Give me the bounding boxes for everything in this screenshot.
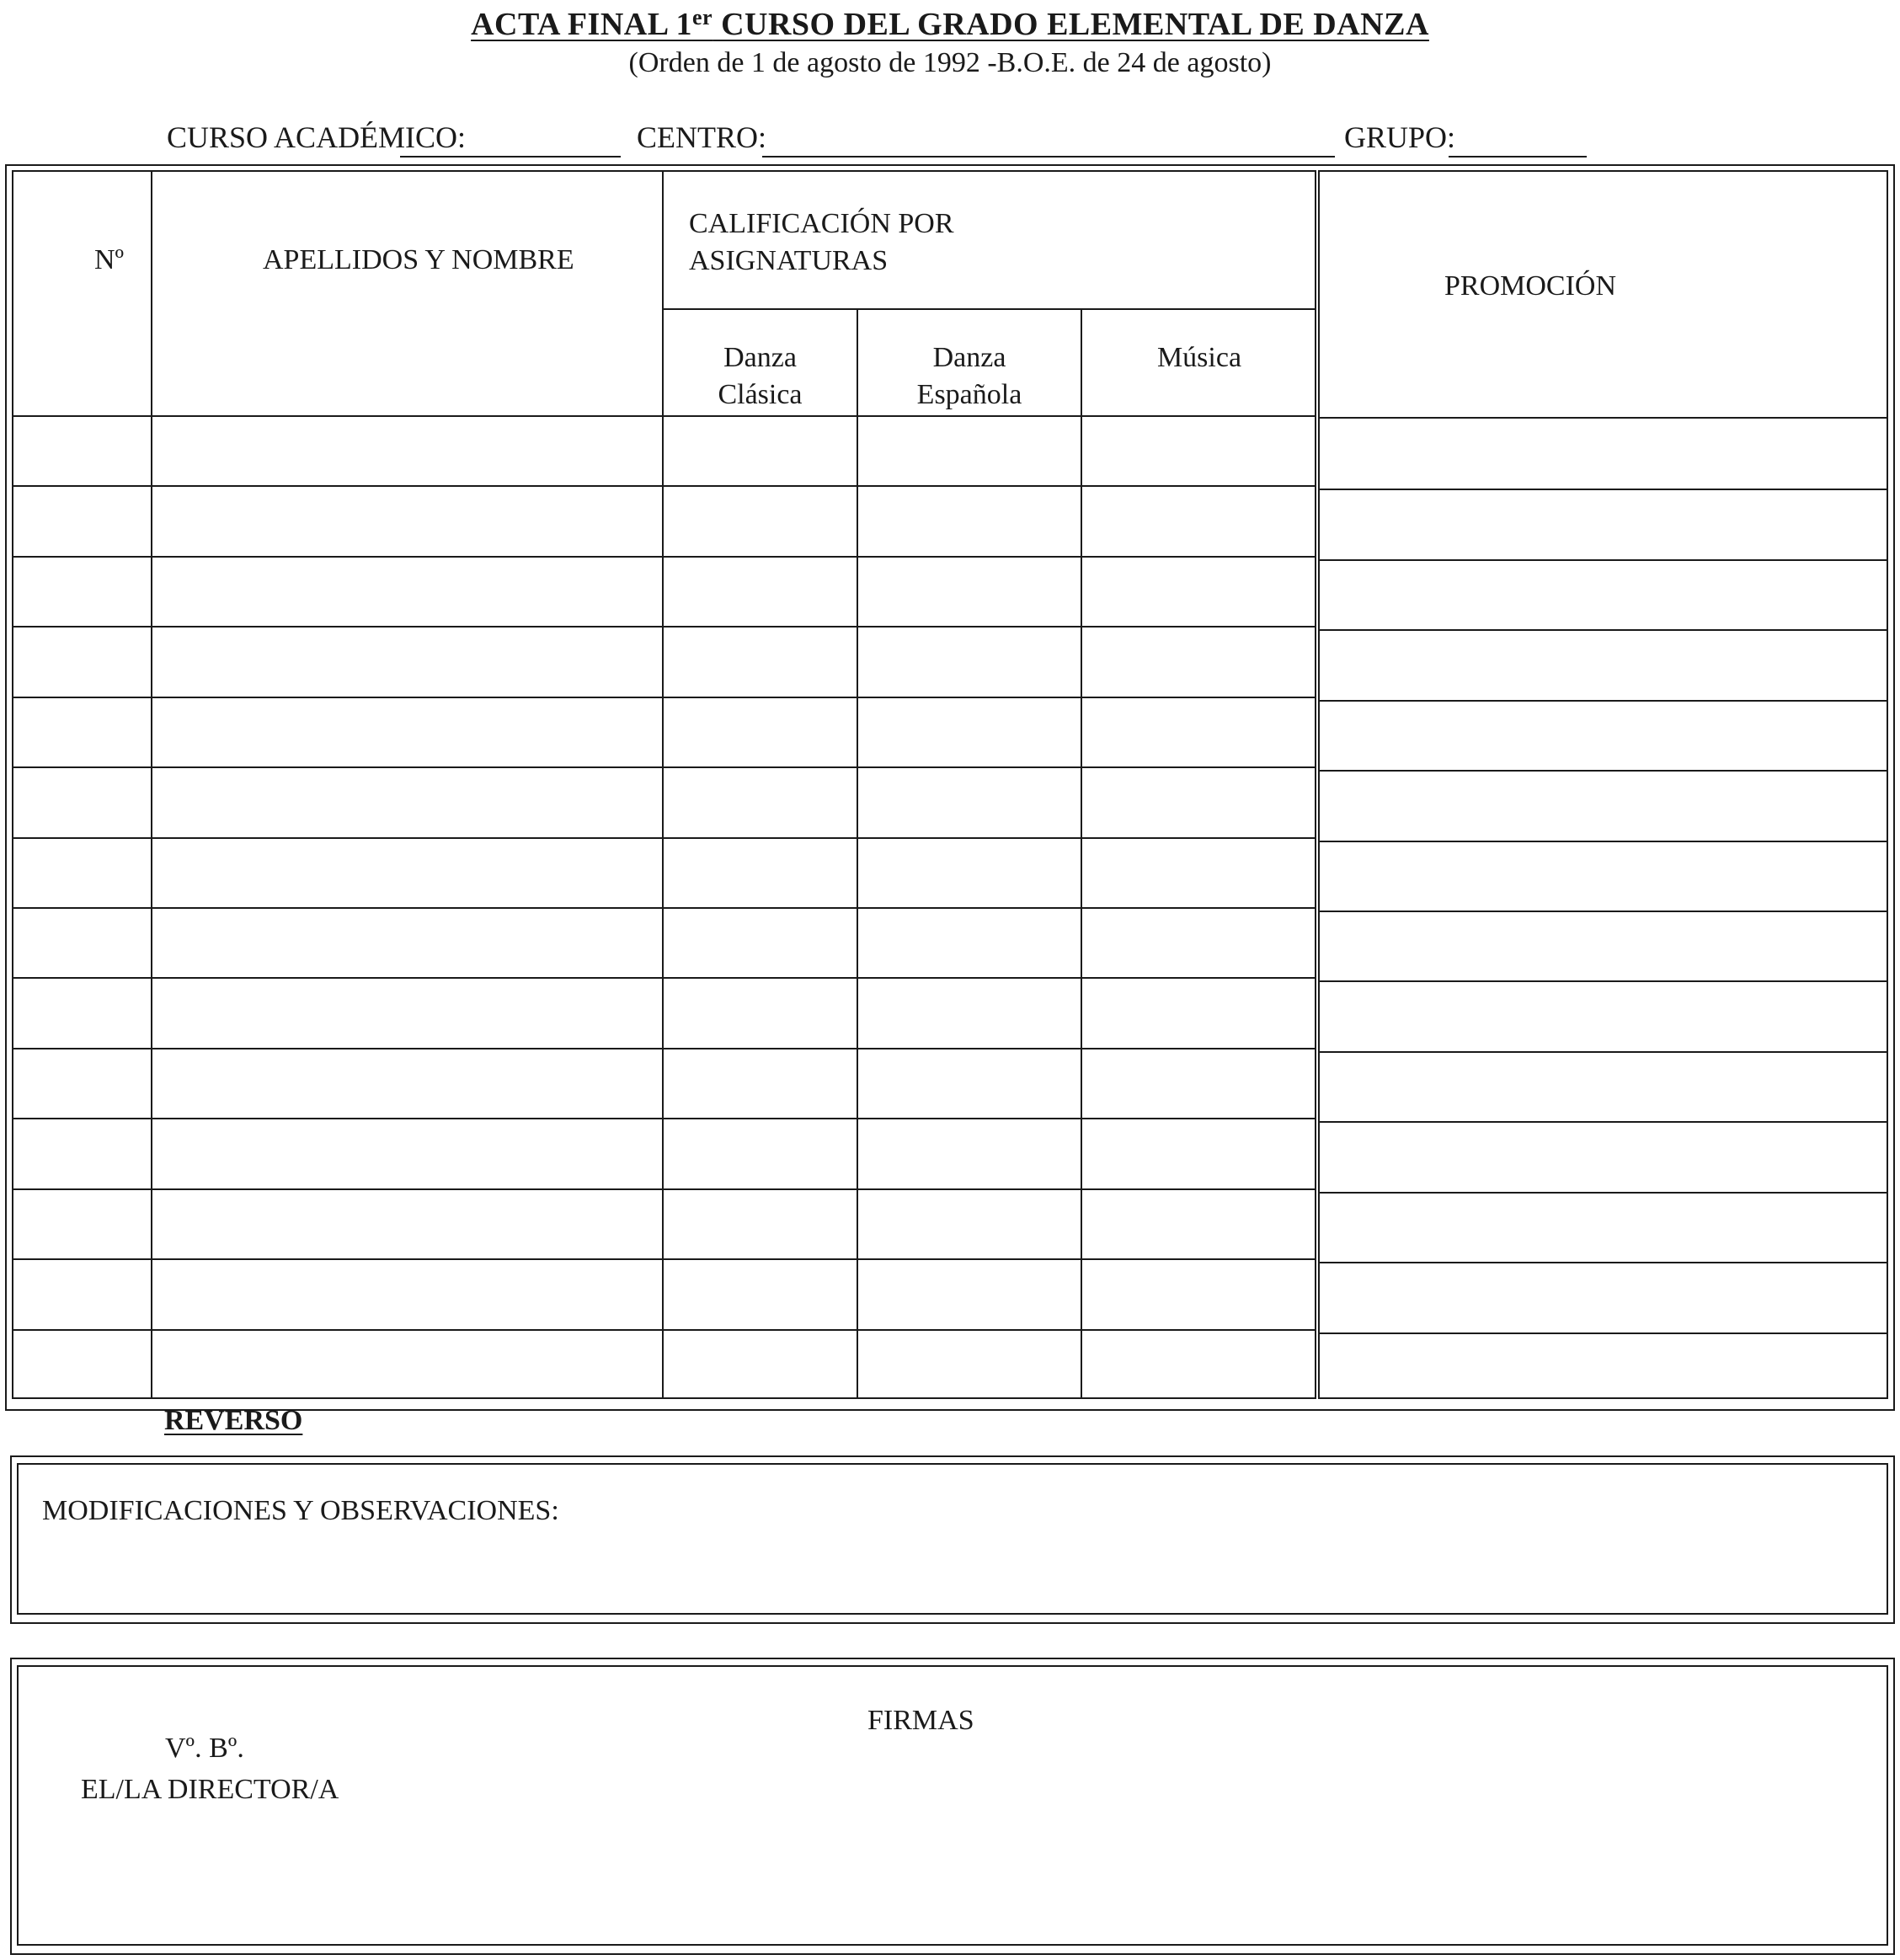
header-musica: Música [1156,342,1242,373]
table-row[interactable] [12,485,1316,487]
table-row[interactable] [12,837,1316,839]
promotion-row[interactable] [1318,1262,1888,1263]
table-row[interactable] [12,1048,1316,1049]
header-danza-clasica: Danza Clásica [718,342,803,410]
table-row[interactable] [12,907,1316,909]
centro-field[interactable] [762,156,1335,158]
director-title: EL/LA DIRECTOR/A [81,1774,339,1805]
promotion-row[interactable] [1318,700,1888,702]
promotion-row[interactable] [1318,559,1888,561]
promotion-row[interactable] [1318,489,1888,490]
table-row[interactable] [12,1258,1316,1260]
promotion-row[interactable] [1318,770,1888,772]
column-divider [151,170,152,1399]
header-grades-group: CALIFICACIÓN POR ASIGNATURAS [689,208,954,276]
promotion-row[interactable] [1318,841,1888,842]
promotion-row[interactable] [1318,1121,1888,1123]
signatures-label: FIRMAS [867,1705,974,1736]
header-bottom-line [12,415,1316,417]
promotion-row[interactable] [1318,629,1888,631]
table-row[interactable] [12,1188,1316,1190]
table-row[interactable] [12,977,1316,979]
observations-label: MODIFICACIONES Y OBSERVACIONES: [42,1495,559,1526]
header-number: Nº [94,244,125,275]
group-header-divider [662,308,1316,310]
promotion-row[interactable] [1318,911,1888,912]
column-divider [857,308,858,1399]
header-promotion: PROMOCIÓN [1444,270,1617,302]
table-row[interactable] [12,556,1316,558]
table-row[interactable] [12,697,1316,698]
grupo-label: GRUPO: [1344,120,1456,154]
grupo-field[interactable] [1449,156,1587,158]
observations-box-inner [17,1463,1888,1615]
table-row[interactable] [12,1329,1316,1331]
promotion-table [1318,170,1888,1399]
document-subtitle: (Orden de 1 de agosto de 1992 -B.O.E. de 24 de agosto) [628,47,1272,78]
curso-academico-label: CURSO ACADÉMICO: [167,120,467,154]
promotion-row[interactable] [1318,1332,1888,1334]
promotion-row[interactable] [1318,1051,1888,1053]
curso-academico-field[interactable] [400,156,621,158]
header-name: APELLIDOS Y NOMBRE [263,244,574,275]
promotion-row[interactable] [1318,980,1888,982]
header-danza-espanola: Danza Española [916,342,1022,410]
column-divider [1081,308,1082,1399]
table-row[interactable] [12,626,1316,628]
director-approval: Vº. Bº. [165,1733,244,1764]
document-title: ACTA FINAL 1er CURSO DEL GRADO ELEMENTAL DE DANZA [471,5,1429,42]
header-bottom-line [1318,417,1888,419]
promotion-row[interactable] [1318,1192,1888,1194]
table-row[interactable] [12,766,1316,768]
centro-label: CENTRO: [637,120,767,154]
table-row[interactable] [12,1118,1316,1119]
reverse-label: REVERSO [164,1405,303,1436]
